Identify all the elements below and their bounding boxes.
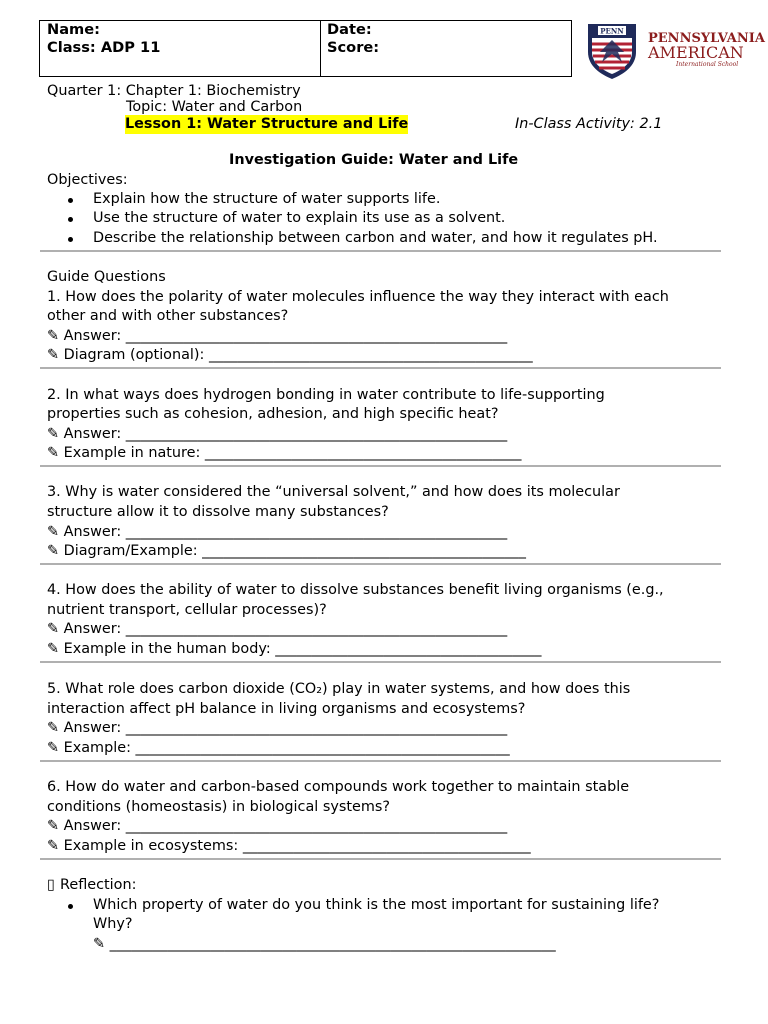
answer-blank[interactable]: ✎ Answer: _____________________________________________________	[47, 426, 508, 442]
question-text: conditions (homeostasis) in biological systems?	[47, 799, 390, 815]
date-label: Date:	[327, 21, 372, 38]
question-text: 3. Why is water considered the “universal solvent,” and how does its molecular	[47, 484, 620, 500]
question-text: nutrient transport, cellular processes)?	[47, 602, 327, 618]
guide-questions-heading: Guide Questions	[47, 269, 166, 285]
answer-blank[interactable]: ✎ Answer: _____________________________________________________	[47, 621, 508, 637]
answer-blank[interactable]: ✎ Answer: _____________________________________________________	[47, 818, 508, 834]
diagram-blank[interactable]: ✎ Diagram/Example: _____________________________________________	[47, 543, 526, 559]
example-blank[interactable]: ✎ Example in the human body: _____________________________________	[47, 641, 542, 657]
question-text: structure allow it to dissolve many substances?	[47, 504, 389, 520]
section-divider	[40, 563, 721, 565]
question-text: interaction affect pH balance in living organisms and ecosystems?	[47, 701, 526, 717]
missing-glyph-icon: ▯	[47, 877, 55, 893]
objective-item: Describe the relationship between carbon and water, and how it regulates pH.	[93, 230, 658, 246]
logo-line-3: International School	[676, 61, 739, 68]
question-text: 4. How does the ability of water to dissolve substances benefit living organisms (e.g.,	[47, 582, 664, 598]
question-text: 5. What role does carbon dioxide (CO₂) play in water systems, and how does this	[47, 681, 631, 697]
activity-line: In-Class Activity: 2.1	[515, 116, 663, 132]
logo-line-2: AMERICAN	[648, 43, 744, 62]
example-blank[interactable]: ✎ Example in ecosystems: ________________________________________	[47, 838, 531, 854]
bullet-icon	[68, 198, 73, 203]
lesson-line: Lesson 1: Water Structure and Life	[125, 116, 409, 132]
bullet-icon	[68, 217, 73, 222]
question-text: 6. How do water and carbon-based compounds work together to maintain stable	[47, 779, 630, 795]
name-label: Name:	[47, 21, 101, 38]
quarter-line: Quarter 1: Chapter 1: Biochemistry	[47, 83, 301, 99]
header-divider	[320, 21, 321, 76]
question-text: properties such as cohesion, adhesion, and high specific heat?	[47, 406, 499, 422]
objectives-heading: Objectives:	[47, 172, 128, 188]
question-text: 1. How does the polarity of water molecules influence the way they interact with each	[47, 289, 669, 305]
header-box	[39, 20, 572, 77]
logo-line-1: PENNSYLVANIA	[648, 31, 765, 46]
answer-blank[interactable]: ✎ Answer: _____________________________________________________	[47, 524, 508, 540]
answer-blank[interactable]: ✎ Answer: _____________________________________________________	[47, 328, 508, 344]
section-divider	[40, 661, 721, 663]
answer-blank[interactable]: ✎ Answer: _____________________________________________________	[47, 720, 508, 736]
reflection-question: Which property of water do you think is the most important for sustaining life?	[93, 897, 660, 913]
bullet-icon	[68, 237, 73, 242]
diagram-blank[interactable]: ✎ Diagram (optional): _____________________________________________	[47, 347, 533, 363]
guide-title: Investigation Guide: Water and Life	[229, 152, 519, 168]
school-shield-logo	[586, 22, 638, 80]
reflection-question: Why?	[93, 916, 133, 932]
section-divider	[40, 367, 721, 369]
bullet-icon	[68, 904, 73, 909]
section-divider	[40, 858, 721, 860]
question-text: other and with other substances?	[47, 308, 289, 324]
section-divider	[40, 760, 721, 762]
reflection-heading: Reflection:	[60, 877, 137, 893]
topic-line: Topic: Water and Carbon	[126, 99, 303, 115]
example-blank[interactable]: ✎ Example in nature: ____________________________________________	[47, 445, 522, 461]
example-blank[interactable]: ✎ Example: ____________________________________________________	[47, 740, 510, 756]
logo-badge-text: PENN	[600, 26, 624, 36]
section-divider	[40, 465, 721, 467]
objective-item: Explain how the structure of water supports life.	[93, 191, 441, 207]
question-text: 2. In what ways does hydrogen bonding in water contribute to life-supporting	[47, 387, 605, 403]
class-label: Class: ADP 11	[47, 39, 161, 56]
section-divider	[40, 250, 721, 252]
objective-item: Use the structure of water to explain its use as a solvent.	[93, 210, 506, 226]
reflection-answer-blank[interactable]: ✎ ______________________________________________________________	[93, 936, 556, 952]
score-label: Score:	[327, 39, 380, 56]
